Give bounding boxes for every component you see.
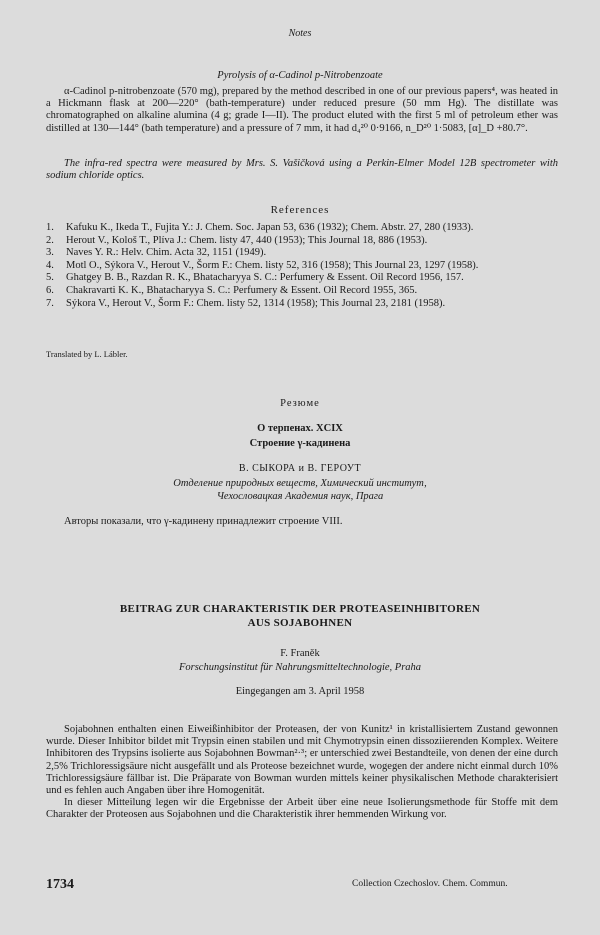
references-heading: References <box>270 204 330 216</box>
resume-affiliation <box>0 477 600 503</box>
resume-title: О терпенах. XCIX <box>257 423 343 434</box>
resume-subtitle: Строение γ-кадинена <box>249 438 351 449</box>
acknowledgement <box>46 158 558 182</box>
reference-item: 4. Motl O., Sýkora V., Herout V., Šorm F.: Chem. listy 52, 316 (1958); This Journal 23, 1297 (1958). <box>46 259 479 271</box>
running-head: Notes <box>288 28 312 39</box>
article-author: F. Franěk <box>280 648 320 659</box>
subsection-title: Pyrolysis of α-Cadinol p-Nitrobenzoate <box>217 70 383 81</box>
article-body <box>46 724 558 822</box>
pyrolysis-paragraph <box>46 86 558 135</box>
article-title <box>0 602 600 630</box>
body-paragraph-2: In dieser Mitteilung legen wir die Ergebnisse der Arbeit über eine neue Isolierungsmethode für Stoffe mit dem Charakter der Proteosen aus Sojabohnen und die Charakteristik ihrer hemmenden Wirkung vor. <box>46 797 558 821</box>
article-title-line-1: BEITRAG ZUR CHARAKTERISTIK DER PROTEASEINHIBITOREN <box>119 603 481 615</box>
article-title-line-2: AUS SOJABOHNEN <box>247 617 353 629</box>
reference-item: 7. Sýkora V., Herout V., Šorm F.: Chem. listy 52, 1314 (1958); This Journal 23, 2181 (1958). <box>46 297 446 309</box>
article-affiliation: Forschungsinstitut für Nahrungsmitteltechnologie, Praha <box>178 662 422 673</box>
translator-credit: Translated by L. Lábler. <box>46 349 128 359</box>
resume-affiliation-line-2: Чехословацкая Академия наук, Прага <box>216 491 384 502</box>
acknowledgement-text: The infra-red spectra were measured by Mrs. S. Vašičková using a Perkin-Elmer Model 12B spectrometer with sodium chloride optics. <box>46 158 558 182</box>
resume-authors: В. СЫКОРА и В. ГЕРОУТ <box>238 463 362 474</box>
journal-footer: Collection Czechoslov. Chem. Commun. <box>352 879 508 889</box>
references-list <box>46 222 560 310</box>
received-date: Eingegangen am 3. April 1958 <box>235 686 365 697</box>
resume-heading: Резюме <box>280 398 320 409</box>
pyrolysis-text: α-Cadinol p-nitrobenzoate (570 mg), prepared by the method described in one of our previous papers⁴, was heated in a Hickmann flask at 200—220° (bath-temperature) under reduced presure (50 mm Hg). The distillate was chromatographed on alkaline alumina (4 g; grade I—II). The product eluted with the first 5 ml of petroleum ether was distilled at 130—144° (bath temperature) and a pressure of 7 mm, it had d₄²⁰ 0·9166, n_D²⁰ 1·5083, [α]_D +80.7°. <box>46 86 558 134</box>
body-paragraph-1: Sojabohnen enthalten einen Eiweißinhibitor der Proteasen, der von Kunitz¹ in kristallisiertem Zustand gewonnen wurde. Dieser Inhibitor bildet mit Trypsin einen stabilen und mit Chymotrypsin einen dissoziierenden Komplex. Weitere Inhibitoren des Trypsins isolierte aus Sojabohnen Bowman²·³; er unterschied zwei Bestandteile, von denen der eine durch 2,5% Trichloressigsäure nicht ausgefällt und als Proteose bezeichnet wurde, wogegen der andere nicht einmal durch 10% Trichloressigsäure fällbar ist. Die Präparate von Bowman wurden mittels keiner physikalischen Methode charakterisiert und es fehlen auch Angaben über ihre Homogenität. <box>46 724 558 797</box>
reference-item: 5. Ghatgey B. B., Razdan R. K., Bhatacharyya S. C.: Perfumery & Essent. Oil Record 1956, 157. <box>46 272 464 284</box>
reference-item: 6. Chakravarti K. K., Bhatacharyya S. C.: Perfumery & Essent. Oil Record 1955, 365. <box>46 284 418 296</box>
reference-item: 3. Naves Y. R.: Helv. Chim. Acta 32, 1151 (1949). <box>46 247 267 259</box>
reference-item: 1. Kafuku K., Ikeda T., Fujita Y.: J. Chem. Soc. Japan 53, 636 (1932); Chem. Abstr. 27, 280 (1933). <box>46 222 474 233</box>
page-number: 1734 <box>46 877 74 892</box>
resume-affiliation-line-1: Отделение природных веществ, Химический институт, <box>173 478 427 489</box>
reference-item: 2. Herout V., Kološ T., Plíva J.: Chem. listy 47, 440 (1953); This Journal 18, 886 (1953). <box>46 234 428 246</box>
resume-abstract: Авторы показали, что γ-кадинену принадлежит строение VIII. <box>64 516 343 527</box>
